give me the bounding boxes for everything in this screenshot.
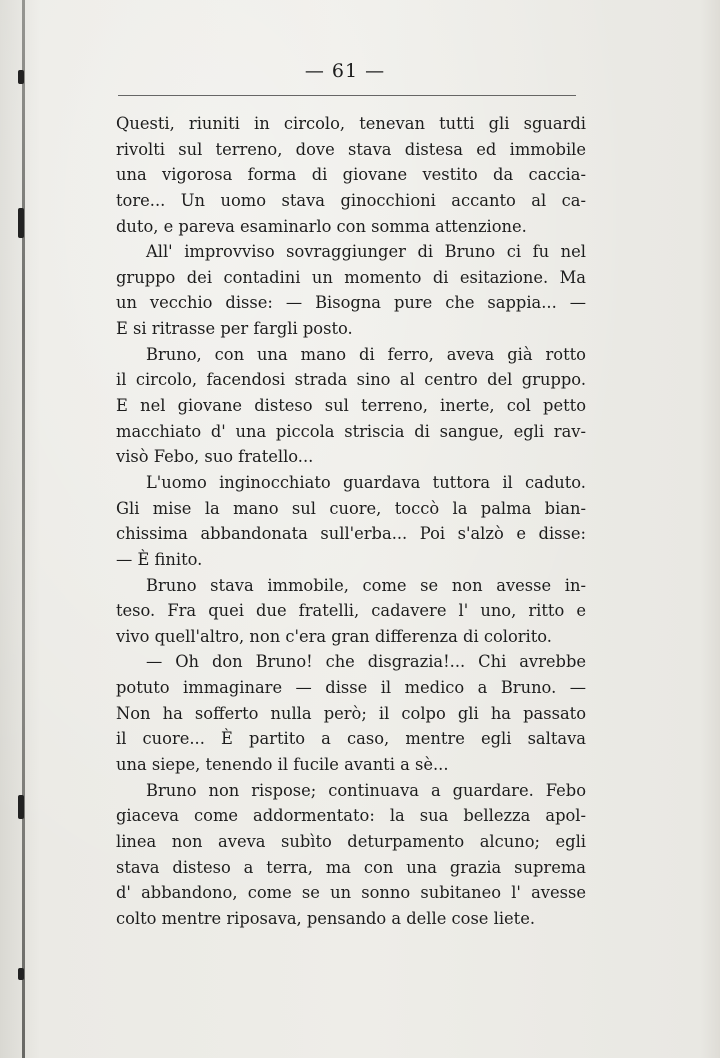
text-line: colto mentre riposava, pensando a delle cose liete. — [116, 908, 536, 928]
text-line: — È finito. — [116, 549, 203, 569]
text-line: macchiato d' una piccola striscia di sangue, egli rav- — [116, 421, 586, 441]
text-line: chissima abbandonata sull'erba... Poi s'alzò e disse: — [116, 524, 586, 544]
text-line: tore... Un uomo stava ginocchioni accanto al ca- — [116, 190, 586, 210]
binding-stain — [18, 968, 24, 980]
text-line: All' improvviso sovraggiunger di Bruno ci fu nel — [146, 242, 586, 262]
header-rule — [118, 95, 576, 96]
text-line: potuto immaginare — disse il medico a Bruno. — — [116, 678, 586, 698]
text-line: d' abbandono, come se un sonno subitaneo l' avesse — [116, 883, 586, 903]
page-number: — 61 — — [304, 60, 386, 82]
text-line: una vigorosa forma di giovane vestito da caccia- — [116, 165, 586, 185]
text-line: rivolti sul terreno, dove stava distesa ed immobile — [116, 139, 586, 159]
text-line: linea non aveva subìto deturpamento alcuno; egli — [116, 831, 586, 851]
text-line: il cuore... È partito a caso, mentre egli saltava — [116, 729, 586, 749]
text-line: Non ha sofferto nulla però; il colpo gli ha passato — [116, 703, 586, 723]
text-line: Gli mise la mano sul cuore, toccò la palma bian- — [116, 498, 586, 518]
text-line: vivo quell'altro, non c'era gran differenza di colorito. — [116, 626, 552, 646]
text-line: un vecchio disse: — Bisogna pure che sappia... — — [116, 293, 586, 313]
text-line: Bruno stava immobile, come se non avesse in- — [146, 575, 586, 595]
text-line: Questi, riuniti in circolo, tenevan tutti gli sguardi — [116, 114, 586, 133]
binding-edge — [22, 0, 25, 1058]
text-line: duto, e pareva esaminarlo con somma attenzione. — [116, 216, 527, 236]
text-line: teso. Fra quei due fratelli, cadavere l' uno, ritto e — [116, 601, 586, 621]
text-line: — Oh don Bruno! che disgrazia!... Chi avrebbe — [146, 652, 586, 672]
text-line: Bruno, con una mano di ferro, aveva già rotto — [146, 344, 586, 364]
text-line: Bruno non rispose; continuava a guardare. Febo — [146, 780, 586, 800]
text-line: L'uomo inginocchiato guardava tuttora il caduto. — [146, 472, 586, 492]
binding-stain — [18, 208, 24, 238]
text-line: una siepe, tenendo il fucile avanti a sè... — [116, 755, 449, 775]
text-line: E si ritrasse per fargli posto. — [116, 319, 353, 339]
text-line: giaceva come addormentato: la sua bellezza apol- — [116, 806, 586, 826]
text-line: visò Febo, suo fratello... — [116, 447, 314, 467]
text-line: il circolo, facendosi strada sino al centro del gruppo. — [116, 370, 586, 390]
text-line: stava disteso a terra, ma con una grazia suprema — [116, 857, 586, 877]
body-text — [116, 111, 586, 932]
text-line: E nel giovane disteso sul terreno, inerte, col petto — [116, 396, 586, 416]
text-line: gruppo dei contadini un momento di esitazione. Ma — [116, 267, 586, 287]
binding-stain — [18, 795, 24, 819]
